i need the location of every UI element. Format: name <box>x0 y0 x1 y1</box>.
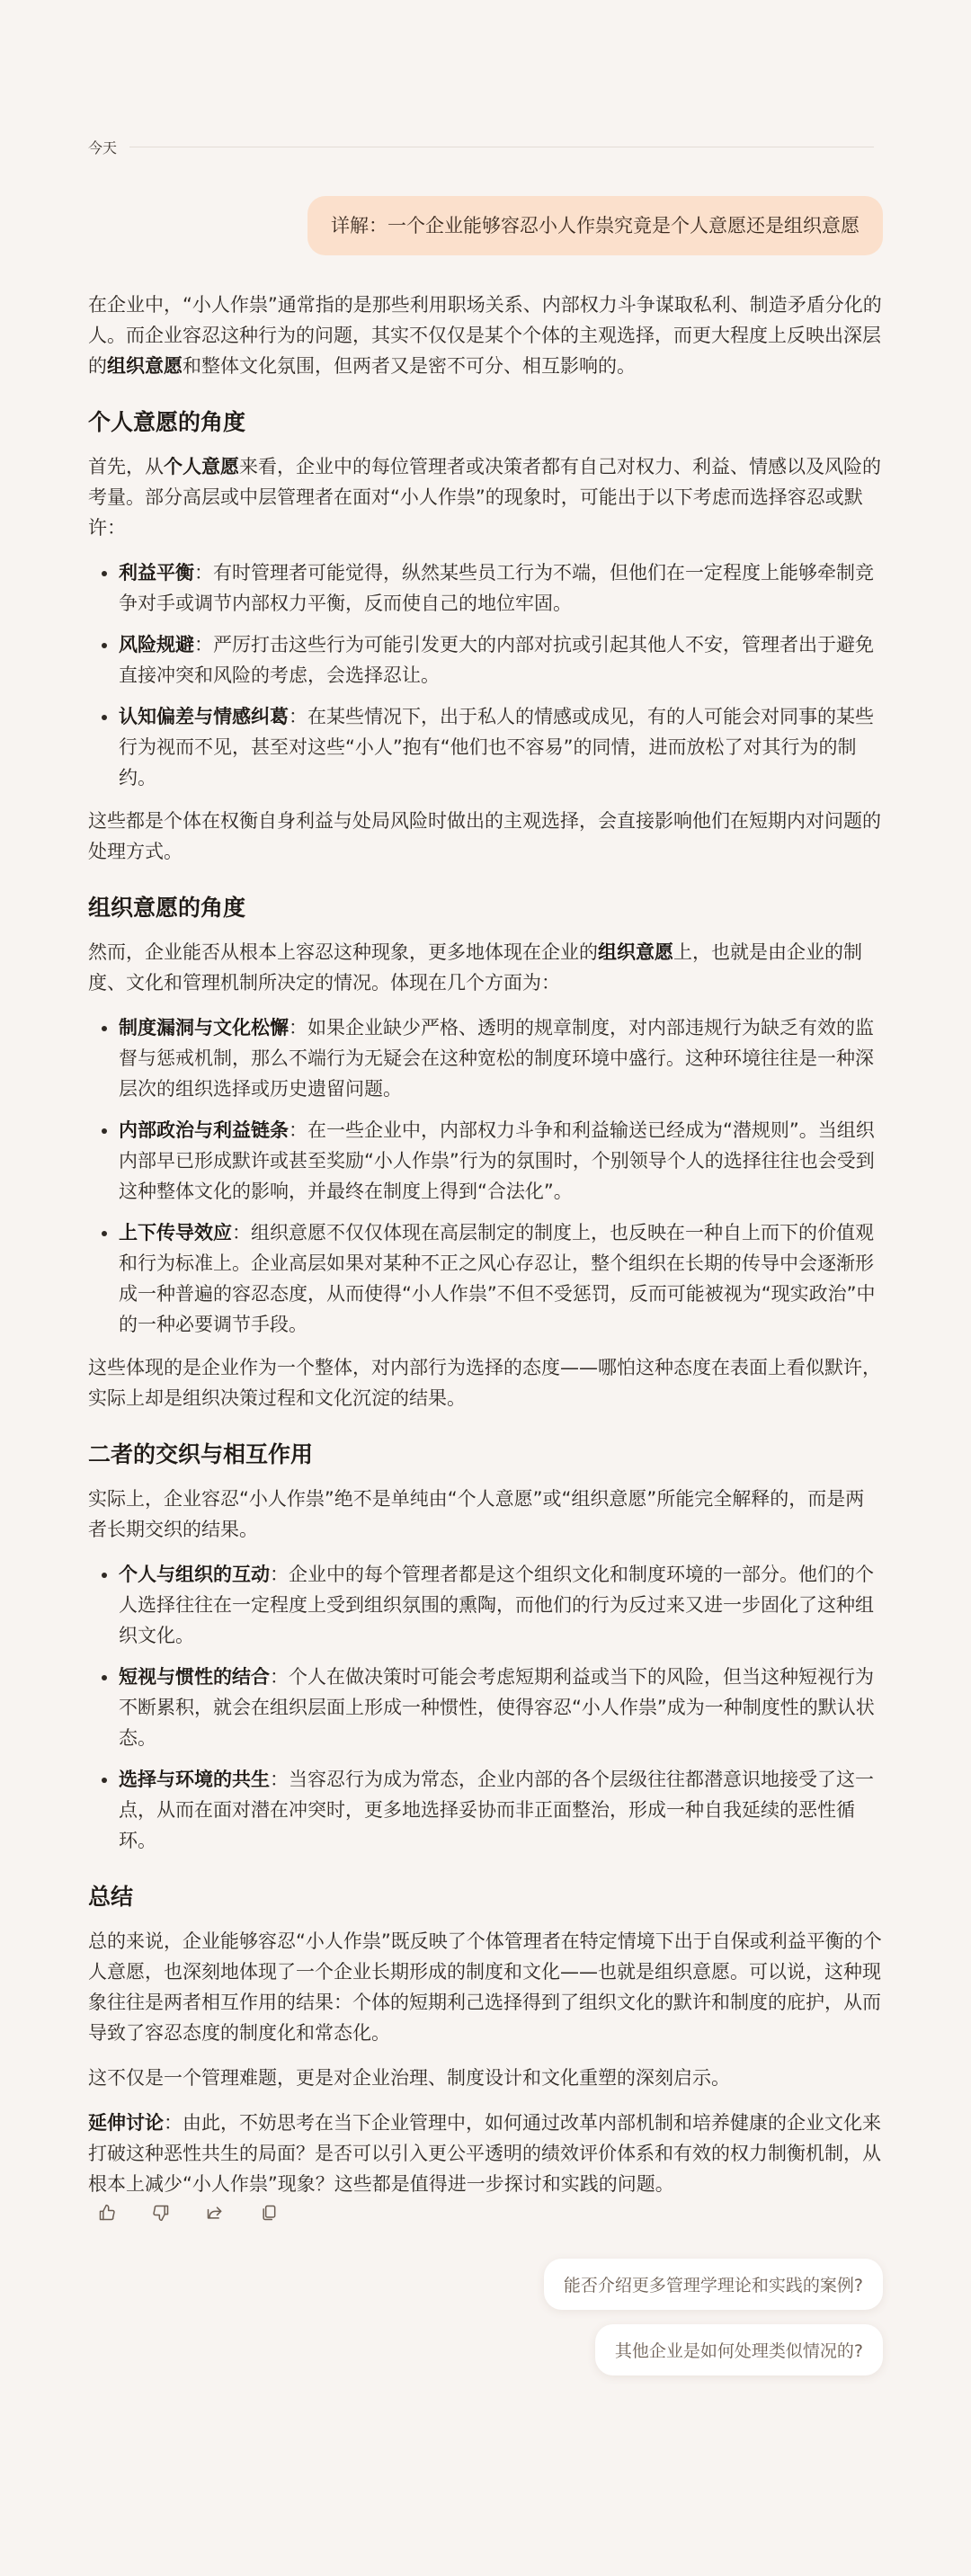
list-item: • 个人与组织的互动：企业中的每个管理者都是这个组织文化和制度环境的一部分。他们的个人选择往往在一定程度上受到组织氛围的熏陶，而他们的行为反过来又进一步固化了这种组织文化。 <box>119 1559 883 1651</box>
summary-paragraph: 这不仅是一个管理难题，更是对企业治理、制度设计和文化重塑的深刻启示。 <box>88 2067 730 2089</box>
suggestion-chip[interactable]: 其他企业是如何处理类似情况的? <box>595 2324 883 2375</box>
bullet-list <box>88 1012 883 1340</box>
list-item: • 利益平衡：有时管理者可能觉得，纵然某些员工行为不端，但他们在一定程度上能够牵制竞争对手或调节内部权力平衡，反而使自己的地位牢固。 <box>119 557 883 619</box>
thumbs-down-icon[interactable] <box>147 2199 174 2226</box>
date-divider <box>88 137 874 157</box>
suggestion-chip[interactable]: 能否介绍更多管理学理论和实践的案例? <box>544 2259 883 2310</box>
date-label: 今天 <box>88 139 118 156</box>
assistant-answer <box>88 290 883 2214</box>
thumbs-up-icon[interactable] <box>94 2199 120 2226</box>
copy-icon[interactable] <box>255 2199 282 2226</box>
section-heading: 组织意愿的角度 <box>88 895 246 921</box>
summary-paragraph: 总的来说，企业能够容忍“小人作祟”既反映了个体管理者在特定情境下出于自保或利益平衡的个人意愿，也深刻地体现了一个企业长期形成的制度和文化——也就是组织意愿。可以说，这种现象往往是两者相互作用的结果：个体的短期利己选择得到了组织文化的默许和制度的庇护，从而导致了容忍态度的制度化和常态化。 <box>88 1930 882 2044</box>
list-item: • 制度漏洞与文化松懈：如果企业缺少严格、透明的规章制度，对内部违规行为缺乏有效的监督与惩戒机制，那么不端行为无疑会在这种宽松的制度环境中盛行。这种环境往往是一种深层次的组织选择或历史遗留问题。 <box>119 1012 883 1104</box>
list-item: • 认知偏差与情感纠葛：在某些情况下，出于私人的情感或成见，有的人可能会对同事的某些行为视而不见，甚至对这些“小人”抱有“他们也不容易”的同情，进而放松了对其行为的制约。 <box>119 701 883 793</box>
list-item: • 内部政治与利益链条：在一些企业中，内部权力斗争和利益输送已经成为“潜规则”。当组织内部早已形成默许或甚至奖励“小人作祟”行为的氛围时，个别领导个人的选择往往也会受到这种整体文化的影响，并最终在制度上得到“合法化”。 <box>119 1115 883 1207</box>
list-item: • 短视与惯性的结合：个人在做决策时可能会考虑短期利益或当下的风险，但当这种短视行为不断累积，就会在组织层面上形成一种惯性，使得容忍“小人作祟”成为一种制度性的默认状态。 <box>119 1662 883 1753</box>
section-paragraph: 这些都是个体在权衡自身利益与处局风险时做出的主观选择，会直接影响他们在短期内对问题的处理方式。 <box>88 810 881 862</box>
section-paragraph: 首先，从个人意愿来看，企业中的每位管理者或决策者都有自己对权力、利益、情感以及风险的考量。部分高层或中层管理者在面对“小人作祟”的现象时，可能出于以下考虑而选择容忍或默许： <box>88 456 881 539</box>
section-paragraph: 然而，企业能否从根本上容忍这种现象，更多地体现在企业的组织意愿上，也就是由企业的制度、文化和管理机制所决定的情况。体现在几个方面为： <box>88 941 862 994</box>
section-heading: 二者的交织与相互作用 <box>88 1441 314 1467</box>
section-paragraph: 这些体现的是企业作为一个整体，对内部行为选择的态度——哪怕这种态度在表面上看似默许，实际上却是组织决策过程和文化沉淀的结果。 <box>88 1357 881 1409</box>
section-heading: 总结 <box>88 1884 134 1910</box>
intro-paragraph: 在企业中，“小人作祟”通常指的是那些利用职场关系、内部权力斗争谋取私利、制造矛盾分化的人。而企业容忍这种行为的问题，其实不仅仅是某个个体的主观选择，而更大程度上反映出深层的组织意愿和整体文化氛围，但两者又是密不可分、相互影响的。 <box>88 294 882 377</box>
extension-paragraph: 延伸讨论：由此，不妨思考在当下企业管理中，如何通过改革内部机制和培养健康的企业文化来打破这种恶性共生的局面？是否可以引入更公平透明的绩效评价体系和有效的权力制衡机制，从根本上减少“小人作祟”现象？这些都是值得进一步探讨和实践的问题。 <box>88 2112 881 2195</box>
bullet-list <box>88 1559 883 1856</box>
section-heading: 个人意愿的角度 <box>88 409 246 435</box>
bullet-list <box>88 557 883 793</box>
user-message-bubble: 详解：一个企业能够容忍小人作祟究竟是个人意愿还是组织意愿 <box>307 196 883 255</box>
section-paragraph: 实际上，企业容忍“小人作祟”绝不是单纯由“个人意愿”或“组织意愿”所能完全解释的，而是两者长期交织的结果。 <box>88 1488 865 1540</box>
list-item: • 选择与环境的共生：当容忍行为成为常态，企业内部的各个层级往往都潜意识地接受了这一点，从而在面对潜在冲突时，更多地选择妥协而非正面整治，形成一种自我延续的恶性循环。 <box>119 1764 883 1856</box>
message-actions <box>94 2199 282 2226</box>
share-icon[interactable] <box>201 2199 228 2226</box>
list-item: • 风险规避：严厉打击这些行为可能引发更大的内部对抗或引起其他人不安，管理者出于避免直接冲突和风险的考虑，会选择忍让。 <box>119 629 883 691</box>
list-item: • 上下传导效应：组织意愿不仅仅体现在高层制定的制度上，也反映在一种自上而下的价值观和行为标准上。企业高层如果对某种不正之风心存忍让，整个组织在长期的传导中会逐渐形成一种普遍的容忍态度，从而使得“小人作祟”不但不受惩罚，反而可能被视为“现实政治”中的一种必要调节手段。 <box>119 1217 883 1340</box>
